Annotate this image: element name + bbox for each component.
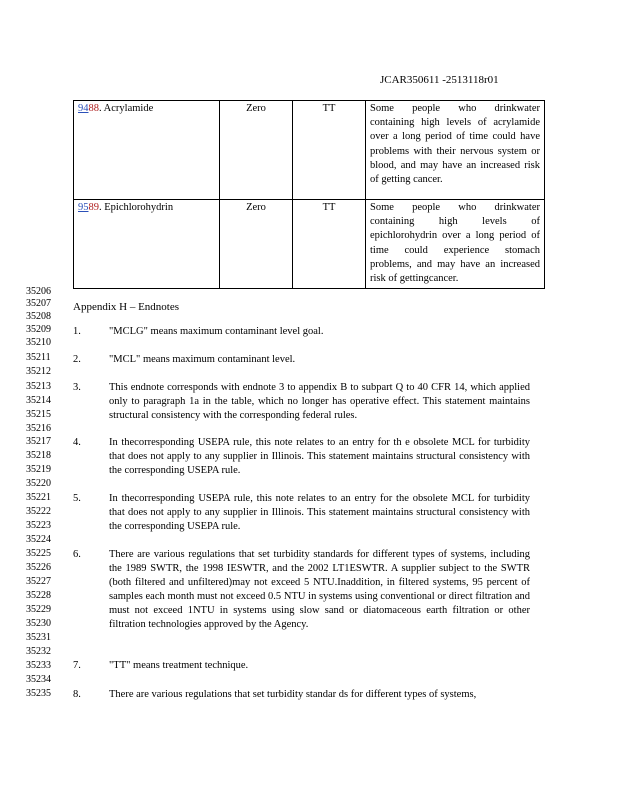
endnote-text: "TT" means treatment technique. bbox=[109, 660, 249, 671]
document-code: JCAR350611 -2513118r01 bbox=[380, 74, 499, 86]
contaminant-name-cell bbox=[74, 200, 220, 289]
endnote-text: In thecorresponding USEPA rule, this note relates to an entry for the obsolete MCL for turbidity that does not apply to any supplier in Illinois. This statement maintains structural consistency with the corresponding USEPA rule. bbox=[109, 493, 530, 533]
contaminant-name: . Epichlorohydrin bbox=[99, 202, 174, 213]
line-number: 35230 bbox=[26, 618, 51, 629]
endnote-text: "MCLG" means maximum contaminant level goal. bbox=[109, 326, 324, 337]
endnote-number: 2. bbox=[73, 354, 81, 365]
line-number: 35217 bbox=[26, 436, 51, 447]
line-number: 35213 bbox=[26, 381, 51, 392]
line-number: 35211 bbox=[26, 352, 51, 363]
endnote-number: 4. bbox=[73, 437, 81, 448]
endnote-text: In thecorresponding USEPA rule, this note relates to an entry for th e obsolete MCL for turbidity that does not apply to any supplier in Illinois. This statement maintains structural consistency with the corresponding USEPA rule. bbox=[109, 437, 530, 477]
mcl-cell: TT bbox=[293, 200, 366, 289]
line-number: 35231 bbox=[26, 632, 51, 643]
endnote-number: 6. bbox=[73, 549, 81, 560]
endnote-text: This endnote corresponds with endnote 3 to appendix B to subpart Q to 40 CFR 14, which applied only to paragraph 1a in the table, which no longer has operative effect. This statement maintains structural consistency with the corresponding federal rules. bbox=[109, 382, 530, 422]
old-entry-number: 95 bbox=[78, 202, 89, 213]
endnote-text: There are various regulations that set turbidity standards for different types of systems, including the 1989 SWTR, the 1998 IESWTR, and the 2002 LT1ESWTR. A supplier subject to the SWTR (both filtered and unfiltered)may not exceed 5 NTU.Inaddition, in filtered systems, 95 percent of samples each month must not exceed 0.5 NTU in systems using conventional or direct filtration and must not exceed 1NTU in systems using slow sand or diatomaceous earth filtration or other filtration technologies approved by the Agency. bbox=[109, 549, 530, 631]
mcl-cell: TT bbox=[293, 101, 366, 200]
line-number: 35222 bbox=[26, 506, 51, 517]
health-effects-cell: Some people who drinkwater containing high levels of acrylamide over a long period of time could have problems with their nervous system or blood, and may have an increased risk of getting cancer. bbox=[366, 101, 545, 200]
line-number: 35218 bbox=[26, 450, 51, 461]
line-number: 35207 bbox=[26, 298, 51, 309]
endnote-number: 7. bbox=[73, 660, 81, 671]
line-number: 35227 bbox=[26, 576, 51, 587]
appendix-heading: Appendix H – Endnotes bbox=[73, 301, 180, 313]
line-number: 35221 bbox=[26, 492, 51, 503]
line-number: 35212 bbox=[26, 366, 51, 377]
new-entry-number: 88 bbox=[88, 103, 99, 114]
line-number: 35214 bbox=[26, 395, 51, 406]
endnote-number: 1. bbox=[73, 326, 81, 337]
endnote-number: 5. bbox=[73, 493, 81, 504]
endnote-text: There are various regulations that set turbidity standar ds for different types of systems, bbox=[109, 689, 477, 700]
line-number: 35220 bbox=[26, 478, 51, 489]
line-number: 35225 bbox=[26, 548, 51, 559]
line-number: 35232 bbox=[26, 646, 51, 657]
line-number: 35210 bbox=[26, 337, 51, 348]
line-number: 35209 bbox=[26, 324, 51, 335]
health-effects-cell: Some people who drinkwater containing high levels of epichlorohydrin over a long period of time could experience stomach problems, and may have an increased risk of gettingcancer. bbox=[366, 200, 545, 289]
line-number: 35234 bbox=[26, 674, 51, 685]
new-entry-number: 89 bbox=[88, 202, 99, 213]
line-number: 35224 bbox=[26, 534, 51, 545]
contaminant-name: . Acrylamide bbox=[99, 103, 154, 114]
line-number: 35216 bbox=[26, 423, 51, 434]
contaminant-name-cell bbox=[74, 101, 220, 200]
line-number: 35228 bbox=[26, 590, 51, 601]
line-number: 35215 bbox=[26, 409, 51, 420]
endnote-text: "MCL" means maximum contaminant level. bbox=[109, 354, 296, 365]
line-number: 35226 bbox=[26, 562, 51, 573]
endnote-number: 3. bbox=[73, 382, 81, 393]
old-entry-number: 94 bbox=[78, 103, 89, 114]
mclg-cell: Zero bbox=[220, 200, 293, 289]
line-number: 35219 bbox=[26, 464, 51, 475]
line-number: 35233 bbox=[26, 660, 51, 671]
line-number: 35223 bbox=[26, 520, 51, 531]
table-row bbox=[74, 200, 545, 289]
line-number: 35208 bbox=[26, 311, 51, 322]
mclg-cell: Zero bbox=[220, 101, 293, 200]
line-number: 35235 bbox=[26, 688, 51, 699]
line-number: 35229 bbox=[26, 604, 51, 615]
line-number: 35206 bbox=[26, 286, 51, 297]
table-row bbox=[74, 101, 545, 200]
endnote-number: 8. bbox=[73, 689, 81, 700]
contaminant-table bbox=[73, 100, 545, 289]
